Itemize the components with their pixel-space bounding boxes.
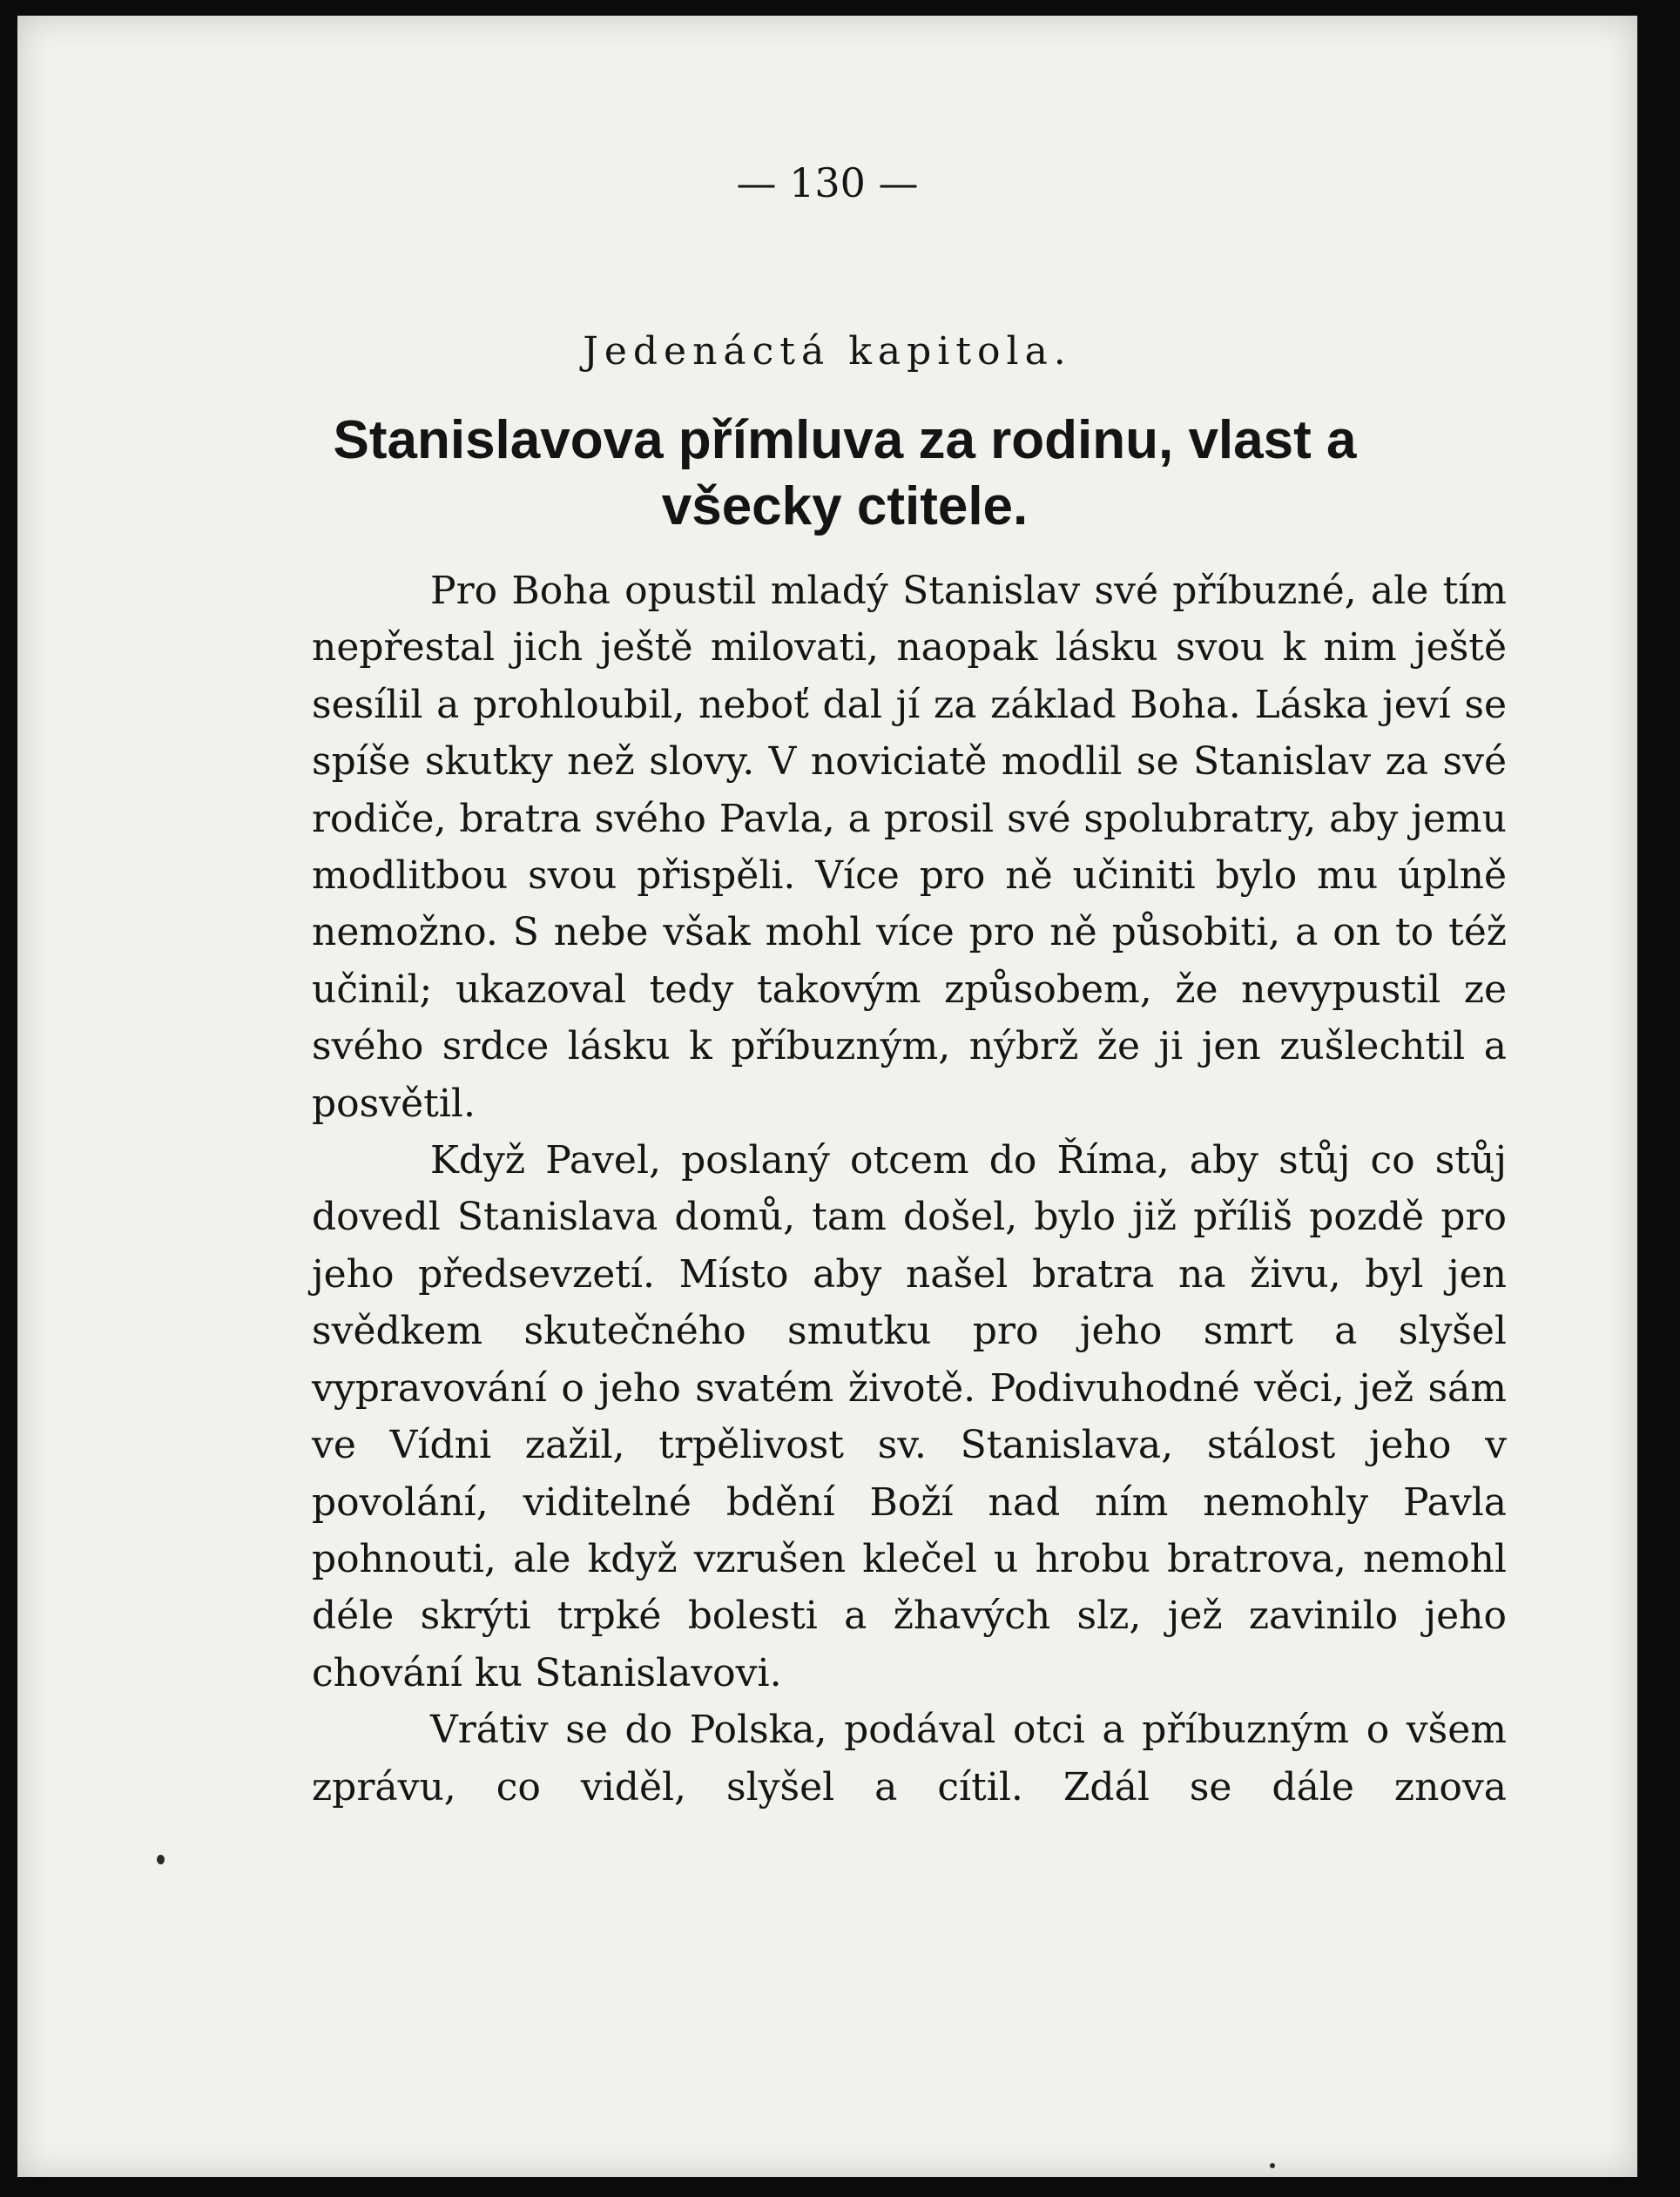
body-text: [312, 563, 1507, 1816]
page-number: — 130 —: [736, 159, 919, 206]
paragraph-1: Pro Boha opustil mladý Stanislav své příbuzné, ale tím nepřestal jich ještě milovati, naopak lásku svou k nim ještě sesílil a prohloubil, neboť dal jí za základ Boha. Láska jeví se spíše skutky než slovy. V noviciatě modlil se Stanislav za své rodiče, bratra svého Pavla, a prosil své spolubratry, aby jemu modlitbou svou přispěli. Více pro ně učiniti bylo mu úplně nemožno. S nebe však mohl více pro ně působiti, a on to též učinil; ukazoval tedy takovým způsobem, že nevypustil ze svého srdce lásku k příbuzným, nýbrž že ji jen zušlechtil a posvětil.: [312, 569, 1507, 1126]
book-page: [17, 16, 1637, 2177]
paper-speck: [157, 1855, 165, 1864]
chapter-label: Jedenáctá kapitola.: [583, 329, 1072, 374]
paragraph-2: Když Pavel, poslaný otcem do Říma, aby stůj co stůj dovedl Stanislava domů, tam došel, bylo již příliš pozdě pro jeho předsevzetí. Místo aby našel bratra na živu, byl jen svědkem skutečného smutku pro jeho smrt a slyšel vypravování o jeho svatém životě. Podivuhodné věci, jež sám ve Vídni zažil, trpělivost sv. Stanislava, stálost jeho v povolání, viditelné bdění Boží nad ním nemohly Pavla pohnouti, ale když vzrušen klečel u hrobu bratrova, nemohl déle skrýti trpké bolesti a žhavých slz, jež zavinilo jeho chování ku Stanislavovi.: [312, 1138, 1507, 1695]
chapter-title: Stanislavova přímluva za rodinu, vlast a všecky ctitele.: [333, 410, 1357, 536]
paper-speck: [1270, 2163, 1275, 2168]
paragraph-3: Vrátiv se do Polska, podával otci a příbuzným o všem zprávu, co viděl, slyšel a cítil. Zdál se dále znova: [312, 1708, 1507, 1809]
